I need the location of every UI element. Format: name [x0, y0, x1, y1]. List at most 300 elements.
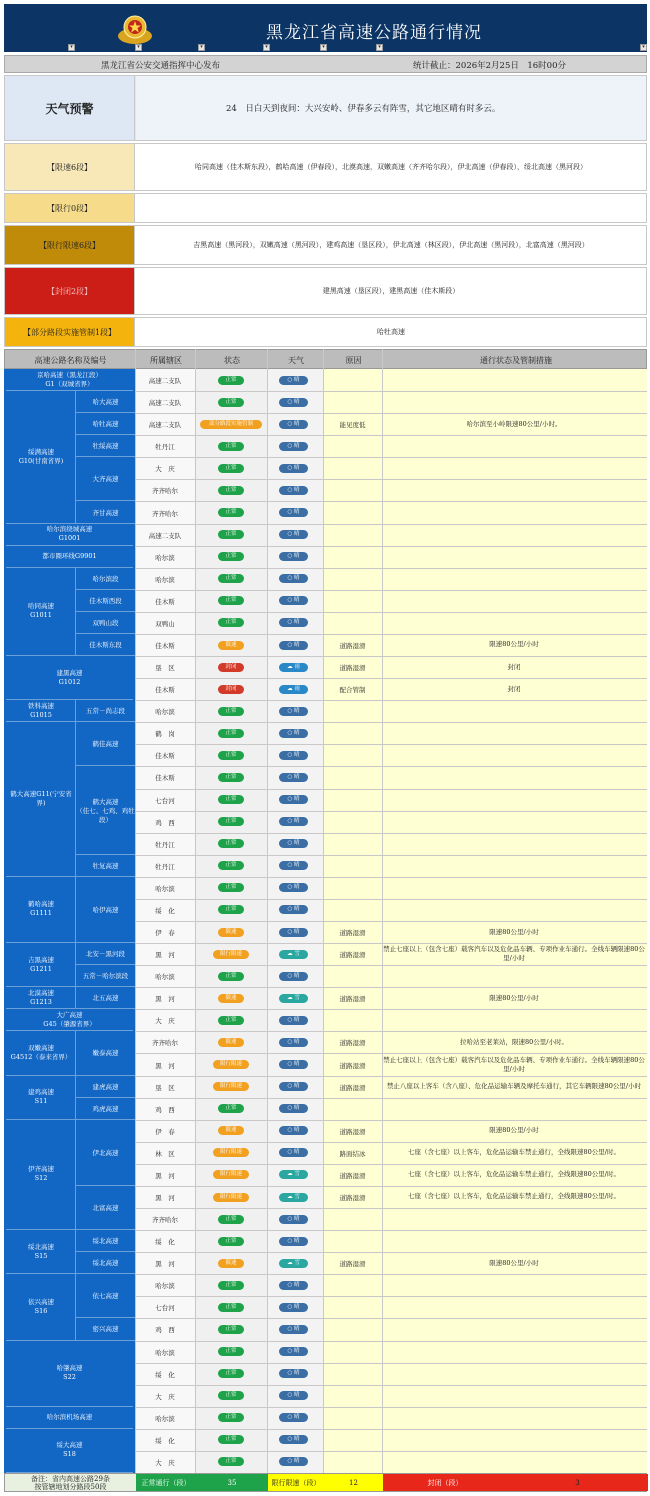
region-cell: 牡丹江	[155, 862, 175, 871]
weather-badge: ○ 晴	[279, 972, 308, 981]
status-badge: 正常	[218, 596, 244, 605]
region-cell: 伊 春	[155, 1127, 175, 1136]
reason-cell: 道路湿滑	[339, 664, 366, 673]
region-cell: 绥 化	[155, 906, 175, 915]
status-badge: 限行限速	[213, 950, 249, 959]
road-segment: 佳木斯西段	[75, 590, 135, 612]
weather-warning-text: 24 日白天到夜间：大兴安岭、伊春多云有阵雪，其它地区晴有时多云。	[136, 76, 646, 140]
weather-badge: ☁ 雪	[279, 1170, 308, 1179]
row-divider	[135, 1009, 647, 1010]
road-name: 依兴高速 S16	[6, 1274, 76, 1340]
row-divider	[135, 612, 647, 613]
weather-badge: ○ 晴	[279, 530, 308, 539]
weather-badge: ○ 晴	[279, 420, 308, 429]
weather-badge: ○ 晴	[279, 508, 308, 517]
weather-badge: ○ 晴	[279, 839, 308, 848]
road-segment: 哈牡高速	[75, 413, 135, 435]
measure-cell: 禁止七座以上（包含七座）载客汽车以及危化品车辆、专项作业车通行。全线车辆限速80公里/小时	[383, 1055, 645, 1073]
weather-badge: ○ 晴	[279, 1457, 308, 1466]
weather-badge: ☁ 雨	[279, 663, 308, 672]
status-badge: 正常	[218, 508, 244, 517]
status-badge: 正常	[218, 817, 244, 826]
weather-badge: ○ 晴	[279, 618, 308, 627]
summary-text: 哈牡高速	[377, 328, 405, 336]
publish-info-bar	[4, 55, 647, 73]
region-cell: 哈尔滨	[155, 973, 175, 982]
region-cell: 高速二支队	[148, 377, 182, 386]
weather-badge: ☁ 雨	[279, 685, 308, 694]
region-cell: 哈尔滨	[155, 1414, 175, 1423]
measure-cell: 禁止七座以上（包含七座）载客汽车以及危化品车辆、专项作业车通行。全线车辆限速80公里/小时	[383, 945, 645, 963]
region-cell: 大 庆	[155, 1458, 175, 1467]
status-badge: 封闭	[218, 663, 244, 672]
status-badge: 正常	[218, 1435, 244, 1444]
road-name: 大广高速 G45（肇源省界）	[6, 1009, 133, 1031]
publisher: 黑龙江省公安交通指挥中心发布	[101, 61, 221, 71]
road-name: 建鸡高速 S11	[6, 1076, 76, 1120]
region-cell: 哈尔滨	[155, 708, 175, 717]
status-badge: 正常	[218, 1104, 244, 1113]
region-cell: 大 庆	[155, 1017, 175, 1026]
weather-badge: ○ 晴	[279, 707, 308, 716]
weather-badge: ○ 晴	[279, 1148, 308, 1157]
status-badge: 部分路段实施管制	[200, 420, 262, 429]
status-badge: 正常	[218, 486, 244, 495]
status-badge: 限速	[218, 1126, 244, 1135]
row-divider	[135, 700, 647, 701]
row-divider	[135, 1274, 647, 1275]
region-cell: 齐齐哈尔	[152, 509, 178, 518]
region-cell: 哈尔滨	[155, 884, 175, 893]
row-divider	[135, 1363, 647, 1364]
reason-cell: 道路湿滑	[339, 1194, 366, 1202]
road-segment: 哈伊高速	[75, 877, 135, 943]
filter-dropdown-icon[interactable]: ▾	[198, 44, 205, 51]
status-badge: 正常	[218, 1325, 244, 1334]
region-cell: 七台河	[155, 796, 175, 805]
weather-badge: ○ 晴	[279, 1038, 308, 1047]
table-header	[4, 349, 647, 369]
status-badge: 限行限速	[213, 1193, 249, 1202]
status-badge: 正常	[218, 1215, 244, 1224]
row-divider	[135, 391, 647, 392]
status-badge: 正常	[218, 1413, 244, 1422]
status-badge: 正常	[218, 574, 244, 583]
weather-badge: ○ 晴	[279, 552, 308, 561]
road-segment: 鹤佳高速	[75, 722, 135, 766]
weather-badge: ○ 晴	[279, 1016, 308, 1025]
region-cell: 七台河	[155, 1304, 175, 1313]
road-name: 绥北高速 S15	[6, 1230, 76, 1274]
summary-label: 【部分路段实施管制1段】	[5, 318, 135, 346]
row-divider	[135, 590, 647, 591]
weather-badge: ○ 晴	[279, 596, 308, 605]
reason-cell: 道路湿滑	[339, 1039, 366, 1048]
region-cell: 哈尔滨	[155, 575, 175, 584]
reason-cell: 配合管制	[339, 686, 366, 695]
road-segment: 建虎高速	[75, 1076, 135, 1098]
measure-cell: 拉哈站至老莱站，限速80公里/小时。	[460, 1037, 568, 1046]
status-badge: 正常	[218, 707, 244, 716]
road-name: 京哈高速（黑龙江段） G1（双城省界）	[6, 369, 133, 391]
status-badge: 限行限速	[213, 1060, 249, 1069]
row-divider	[135, 435, 647, 436]
status-badge: 限速	[218, 641, 244, 650]
status-badge: 正常	[218, 773, 244, 782]
row-divider	[135, 1318, 647, 1319]
footer-totals	[4, 1473, 647, 1492]
road-segment: 牡绥高速	[75, 435, 135, 457]
status-badge: 限速	[218, 994, 244, 1003]
status-badge: 正常	[218, 861, 244, 870]
col-weather: 天气	[288, 356, 304, 365]
measure-cell: 禁止八座以上客车（含八座）、危化品运输车辆及摩托车通行，其它车辆限速80公里/小时	[386, 1082, 642, 1091]
status-badge: 正常	[218, 1016, 244, 1025]
road-segment: 绥北高速	[75, 1252, 135, 1274]
region-cell: 黑 河	[155, 1171, 175, 1180]
measure-cell: 七座（含七座）以上客车，危化品运输车禁止通行，全线限速80公里/时。	[408, 1192, 620, 1201]
status-badge: 正常	[218, 618, 244, 627]
col-road: 高速公路名称及编号	[34, 356, 107, 365]
footer-limited-count: 12	[324, 1474, 383, 1491]
road-segment: 鹤大高速 （佳七、七鸡、鸡牡段）	[75, 766, 135, 854]
status-badge: 限速	[218, 928, 244, 937]
road-segment: 绥北高速	[75, 1230, 135, 1252]
status-badge: 正常	[218, 1281, 244, 1290]
row-divider	[135, 457, 647, 458]
status-badge: 限行限速	[213, 1170, 249, 1179]
measure-cell: 限速80公里/小时	[489, 927, 539, 936]
filter-dropdown-icon[interactable]: ▾	[320, 44, 327, 51]
filter-dropdown-icon[interactable]: ▾	[68, 44, 75, 51]
road-segment: 五常－尚志段	[75, 700, 135, 722]
status-badge: 限速	[218, 1259, 244, 1268]
summary-text: 吉黑高速（黑河段），双嫩高速（黑河段），建鸡高速（垦区段），伊北高速（林区段），伊北高速（黑河段），北富高速（黑河段）	[193, 241, 589, 249]
row-divider	[135, 568, 647, 569]
weather-badge: ○ 晴	[279, 861, 308, 870]
region-cell: 伊 春	[155, 929, 175, 938]
road-segment: 双鸭山段	[75, 612, 135, 634]
police-emblem-icon	[115, 12, 155, 46]
weather-badge: ○ 晴	[279, 729, 308, 738]
weather-badge: ○ 晴	[279, 398, 308, 407]
row-divider	[135, 479, 647, 480]
summary-text	[136, 194, 646, 222]
status-badge: 正常	[218, 905, 244, 914]
region-cell: 哈尔滨	[155, 1348, 175, 1357]
row-divider	[135, 501, 647, 502]
footer-closed-count: 3	[507, 1474, 648, 1491]
status-badge: 正常	[218, 530, 244, 539]
measure-cell: 限速80公里/小时	[489, 993, 539, 1002]
road-name: 吉黑高速 G1211	[6, 943, 76, 987]
col-region: 所属辖区	[150, 356, 182, 365]
row-divider	[135, 524, 647, 525]
region-cell: 黑 河	[155, 1260, 175, 1269]
road-segment: 依七高速	[75, 1274, 135, 1318]
road-segment: 伊北高速	[75, 1120, 135, 1186]
road-name: 鹤哈高速 G1111	[6, 877, 76, 943]
filter-dropdown-icon[interactable]: ▾	[376, 44, 383, 51]
road-name: 北漠高速 G1213	[6, 987, 76, 1009]
region-cell: 高速二支队	[148, 531, 182, 540]
summary-text: 哈同高速（佳木斯东段），鹤哈高速（伊春段），北漠高速，双嫩高速（齐齐哈尔段），伊北高速（伊春段），绥北高速（黑河段）	[195, 163, 587, 171]
stat-time: 统计截止：2026年2月25日 16时00分	[413, 61, 566, 71]
weather-badge: ○ 晴	[279, 1369, 308, 1378]
weather-badge: ○ 晴	[279, 1126, 308, 1135]
summary-restricted	[4, 193, 647, 223]
region-cell: 垦 区	[155, 664, 175, 673]
weather-badge: ○ 晴	[279, 1435, 308, 1444]
row-divider	[135, 766, 647, 767]
region-cell: 黑 河	[155, 995, 175, 1004]
region-cell: 绥 化	[155, 1370, 175, 1379]
weather-badge: ○ 晴	[279, 486, 308, 495]
reason-cell: 能见度低	[339, 421, 366, 430]
filter-dropdown-icon[interactable]: ▾	[263, 44, 270, 51]
weather-badge: ☁ 雪	[279, 1193, 308, 1202]
road-name: 哈尔滨绕城高速 G1001	[6, 524, 133, 546]
road-segment: 鸡虎高速	[75, 1098, 135, 1120]
weather-badge: ☁ 雪	[279, 994, 308, 1003]
weather-badge: ○ 晴	[279, 641, 308, 650]
summary-restricted-speed	[4, 225, 647, 265]
row-divider	[135, 1208, 647, 1209]
measure-cell: 限速80公里/小时	[489, 1258, 539, 1267]
summary-text: 建黑高速（垦区段），建黑高速（佳木斯段）	[322, 287, 460, 295]
weather-badge: ○ 晴	[279, 1237, 308, 1246]
status-badge: 正常	[218, 1347, 244, 1356]
measure-cell: 哈尔滨至小岭限速80公里/小时。	[466, 419, 562, 428]
road-name: 哈肇高速 S22	[6, 1341, 133, 1407]
road-name: 绥满高速 G10(甘南省界)	[6, 391, 76, 523]
row-divider	[135, 1451, 647, 1452]
summary-partial-control	[4, 317, 647, 347]
weather-badge: ○ 晴	[279, 905, 308, 914]
road-name: 绥大高速 S18	[6, 1429, 133, 1473]
region-cell: 绥 化	[155, 1238, 175, 1247]
summary-speed-limit	[4, 143, 647, 191]
weather-badge: ○ 晴	[279, 1281, 308, 1290]
region-cell: 佳木斯	[155, 642, 175, 650]
road-name: 哈同高速 G1011	[6, 568, 76, 656]
reason-cell: 道路湿滑	[339, 951, 366, 960]
row-divider	[135, 789, 647, 790]
region-cell: 齐齐哈尔	[152, 1039, 178, 1048]
reason-cell: 道路湿滑	[339, 995, 366, 1004]
header-banner	[4, 4, 647, 52]
reason-cell: 道路湿滑	[339, 1061, 366, 1070]
row-divider	[135, 546, 647, 547]
region-cell: 哈尔滨	[155, 1282, 175, 1291]
reason-cell: 道路湿滑	[339, 1260, 366, 1269]
status-badge: 正常	[218, 442, 244, 451]
status-badge: 正常	[218, 376, 244, 385]
region-cell: 黑 河	[155, 1194, 175, 1202]
reason-cell: 道路湿滑	[339, 642, 366, 650]
row-divider	[135, 1341, 647, 1342]
weather-badge: ☁ 雪	[279, 950, 308, 959]
footer-closed-label: 封闭（段）	[383, 1474, 507, 1491]
filter-dropdown-icon[interactable]: ▾	[640, 44, 647, 51]
row-divider	[135, 1230, 647, 1231]
road-segment: 齐甘高速	[75, 501, 135, 523]
weather-badge: ○ 晴	[279, 1082, 308, 1091]
footer-note: 备注：省内高速公路29条 按管辖地划分路段50段	[5, 1474, 136, 1491]
road-segment: 牡复高速	[75, 855, 135, 877]
page-title: 黑龙江省高速公路通行情况	[266, 23, 482, 43]
row-divider	[135, 1385, 647, 1386]
region-cell: 高速二支队	[148, 399, 182, 408]
road-segment: 密兴高速	[75, 1318, 135, 1340]
status-badge: 正常	[218, 398, 244, 407]
col-status: 状态	[224, 356, 240, 365]
status-badge: 正常	[218, 839, 244, 848]
status-badge: 正常	[218, 1391, 244, 1400]
road-segment: 北富高速	[75, 1186, 135, 1230]
weather-badge: ○ 晴	[279, 1303, 308, 1312]
row-divider	[135, 899, 647, 900]
region-cell: 齐齐哈尔	[152, 1216, 178, 1225]
footer-normal-label: 正常通行（段）	[136, 1474, 196, 1491]
region-cell: 哈尔滨	[155, 553, 175, 562]
road-name: 铁科高速 G1015	[6, 700, 76, 722]
status-badge: 正常	[218, 795, 244, 804]
road-status-page	[4, 4, 647, 1492]
weather-badge: ○ 晴	[279, 442, 308, 451]
status-badge: 正常	[218, 464, 244, 473]
status-badge: 正常	[218, 751, 244, 760]
region-cell: 黑 河	[155, 1061, 175, 1070]
status-badge: 限行限速	[213, 1082, 249, 1091]
reason-cell: 路面结冰	[339, 1149, 366, 1158]
status-badge: 正常	[218, 1237, 244, 1246]
weather-badge: ○ 晴	[279, 773, 308, 782]
region-cell: 高速二支队	[148, 421, 182, 430]
measure-cell: 限速80公里/小时	[489, 640, 539, 649]
region-cell: 齐齐哈尔	[152, 487, 178, 496]
status-badge: 正常	[218, 883, 244, 892]
road-segment: 五常－哈尔滨段	[75, 965, 135, 987]
weather-badge: ○ 晴	[279, 1347, 308, 1356]
weather-badge: ○ 晴	[279, 751, 308, 760]
region-cell: 鸡 西	[155, 1105, 175, 1114]
row-divider	[135, 855, 647, 856]
reason-cell: 道路湿滑	[339, 1083, 366, 1092]
status-badge: 封闭	[218, 685, 244, 694]
road-segment: 大齐高速	[75, 457, 135, 501]
weather-warning-block	[4, 75, 647, 141]
weather-badge: ○ 晴	[279, 1325, 308, 1334]
region-cell: 佳木斯	[155, 774, 175, 783]
measure-cell: 七座（含七座）以上客车，危化品运输车禁止通行，全线限速80公里/时。	[408, 1148, 620, 1157]
measure-cell: 封闭	[507, 662, 521, 671]
summary-label: 【封闭2段】	[5, 268, 135, 314]
status-badge: 正常	[218, 552, 244, 561]
row-divider	[135, 1296, 647, 1297]
road-segment: 北五高速	[75, 987, 135, 1009]
road-name: 双嫩高速 G4512（泰来省界）	[6, 1031, 76, 1075]
weather-badge: ○ 晴	[279, 883, 308, 892]
region-cell: 牡丹江	[155, 840, 175, 849]
row-divider	[135, 722, 647, 723]
road-name: 伊齐高速 S12	[6, 1120, 76, 1230]
row-divider	[135, 877, 647, 878]
summary-label: 【限速6段】	[5, 144, 135, 190]
reason-cell: 道路湿滑	[339, 1171, 366, 1180]
summary-label: 【限行0段】	[5, 194, 135, 222]
summary-closed	[4, 267, 647, 315]
weather-badge: ○ 晴	[279, 817, 308, 826]
road-segment: 北安－黑河段	[75, 943, 135, 965]
region-cell: 鸡 西	[155, 1326, 175, 1335]
region-cell: 牡丹江	[155, 443, 175, 452]
region-cell: 黑 河	[155, 951, 175, 960]
row-divider	[135, 965, 647, 966]
region-cell: 鸡 西	[155, 818, 175, 827]
footer-normal-count: 35	[196, 1474, 268, 1491]
weather-badge: ☁ 雪	[279, 1259, 308, 1268]
region-cell: 佳木斯	[155, 686, 175, 695]
weather-badge: ○ 晴	[279, 1413, 308, 1422]
region-cell: 垦 区	[155, 1083, 175, 1092]
road-segment: 嫩泰高速	[75, 1031, 135, 1075]
reason-cell: 道路湿滑	[339, 929, 366, 938]
weather-badge: ○ 晴	[279, 1060, 308, 1069]
row-divider	[135, 833, 647, 834]
footer-limited-label: 限行限速（段）	[268, 1474, 324, 1491]
status-badge: 正常	[218, 1457, 244, 1466]
status-badge: 限速	[218, 1038, 244, 1047]
road-segment: 哈大高速	[75, 391, 135, 413]
weather-badge: ○ 晴	[279, 1391, 308, 1400]
measure-cell: 限速80公里/小时	[489, 1126, 539, 1135]
weather-badge: ○ 晴	[279, 1104, 308, 1113]
road-name: 鹤大高速G11(宁安省界)	[6, 722, 76, 877]
weather-badge: ○ 晴	[279, 1215, 308, 1224]
row-divider	[135, 1429, 647, 1430]
region-cell: 大 庆	[155, 1392, 175, 1401]
status-badge: 正常	[218, 1303, 244, 1312]
reason-cell: 道路湿滑	[339, 1127, 366, 1136]
status-badge: 限行限速	[213, 1148, 249, 1157]
filter-dropdown-icon[interactable]: ▾	[135, 44, 142, 51]
row-divider	[135, 1098, 647, 1099]
col-reason: 原因	[345, 356, 362, 365]
measure-cell: 封闭	[507, 684, 521, 693]
road-segment: 佳木斯东段	[75, 634, 135, 656]
weather-badge: ○ 晴	[279, 376, 308, 385]
measure-cell: 七座（含七座）以上客车，危化品运输车禁止通行，全线限速80公里/时。	[408, 1170, 620, 1179]
road-name: 哈尔滨机场高速	[6, 1407, 133, 1429]
region-cell: 佳木斯	[155, 752, 175, 761]
row-divider	[135, 1407, 647, 1408]
road-segment: 哈尔滨段	[75, 568, 135, 590]
col-measures: 通行状态及管制措施	[480, 356, 552, 365]
region-cell: 佳木斯	[155, 597, 175, 606]
row-divider	[135, 744, 647, 745]
weather-warning-title: 天气预警	[5, 76, 135, 140]
region-cell: 林 区	[155, 1149, 175, 1158]
region-cell: 双鸭山	[155, 619, 175, 628]
weather-badge: ○ 晴	[279, 795, 308, 804]
summary-label: 【限行限速6段】	[5, 226, 135, 264]
row-divider	[135, 811, 647, 812]
weather-badge: ○ 晴	[279, 464, 308, 473]
region-cell: 大 庆	[155, 465, 175, 474]
weather-badge: ○ 晴	[279, 574, 308, 583]
status-badge: 正常	[218, 1369, 244, 1378]
